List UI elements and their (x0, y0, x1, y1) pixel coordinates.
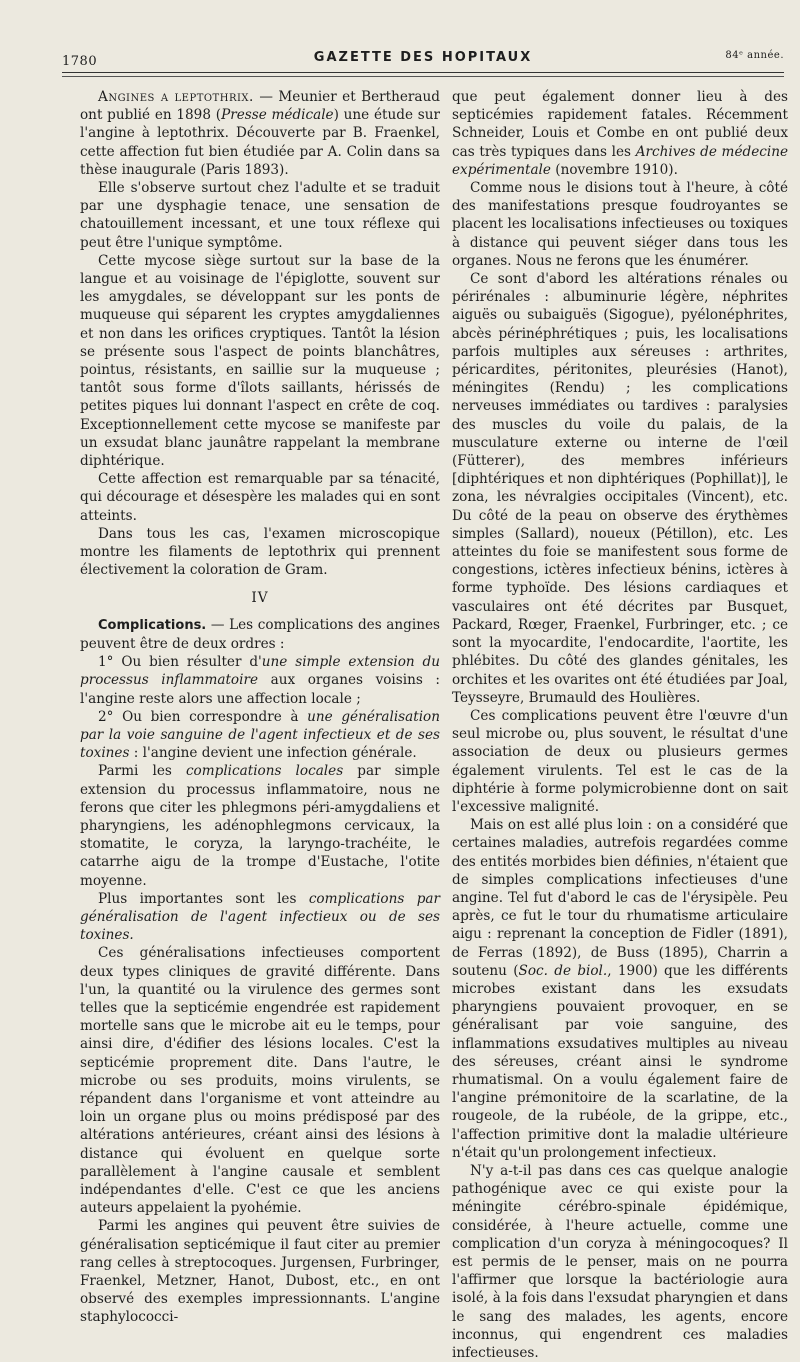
paragraph-complications (80, 616, 440, 653)
year-label: 84ᵉ année. (725, 50, 784, 61)
italic-text: une généralisation par la voie sanguine de l'agent infectieux et de ses toxines (80, 708, 440, 762)
paragraph: Cette affection est remarquable par sa ténacité, qui décourage et désespère les malades qui en sont atteints. (80, 471, 440, 524)
paragraph: Elle s'observe surtout chez l'adulte et se traduit par une dysphagie tenace, une sensation de chatouillement incessant, et une toux réflexe qui peut être l'unique symptôme. (80, 180, 440, 251)
text-run: — Les complications des angines peuvent être de deux ordres : (80, 616, 440, 652)
page-number: 1780 (62, 54, 98, 69)
text-run: 2° Ou bien correspondre à (98, 708, 308, 725)
text-run: ) une étude sur l'angine à leptothrix. Découverte par B. Fraenkel, cette affection fut bien étudiée par A. Colin dans sa thèse inaugurale (Paris 1893). (80, 107, 440, 178)
text-run: par simple extension du processus inflammatoire, nous ne ferons que citer les phlegmons péri-amygdaliens et pharyngiens, les adénophlegmons cervicaux, la stomatite, le coryza, la laryngo-trachéite, le catarrhe aigu de la trompe d'Eustache, l'otite moyenne. (80, 763, 440, 889)
left-column (80, 88, 440, 1327)
header-rule (62, 72, 784, 73)
paragraph: Ces complications peuvent être l'œuvre d'un seul microbe ou, plus souvent, le résultat d'une association de deux ou plusieurs germes également virulents. Tel est le cas de la diphtérie à forme polymicrobienne dont on sait l'excessive malignité. (452, 707, 788, 815)
journal-title: GAZETTE DES HOPITAUX (313, 50, 533, 65)
italic-text: complications locales (185, 763, 344, 780)
paragraph: N'y a-t-il pas dans ces cas quelque analogie pathogénique avec ce qui existe pour la méningite cérébro-spinale épidémique, considérée, à l'heure actuelle, comme une complication d'un coryza à méningocoques? Il est permis de le penser, mais on ne pourra l'affirmer que lorsque la bactériologie aura isolé, à la fois dans l'exsudat pharyngien et dans le sang des malades, les agents, encore inconnus, qui engendrent ces maladies infectieuses. (452, 1162, 788, 1362)
journal-reference: Archives de médecine expérimentale (452, 143, 789, 178)
right-column (452, 88, 788, 1362)
journal-reference: Soc. de biol. (518, 962, 608, 979)
page-header (62, 46, 784, 68)
paragraph (452, 88, 788, 179)
header-rule-thin (62, 76, 784, 77)
paragraph (80, 653, 440, 708)
paragraph: Ces généralisations infectieuses comportent deux types cliniques de gravité différente. Dans l'un, la quantité ou la virulence des germes sont telles que la septicémie engendrée est rapidement mortelle sans que le microbe ait eu le temps, pour ainsi dire, d'édifier des lésions locales. C'est la septicémie proprement dite. Dans l'autre, le microbe ou ses produits, moins virulents, se répandent dans l'organisme et vont atteindre au loin un organe plus ou moins prédisposé par des altérations antérieures, créant ainsi des lésions à distance qui évoluent en quelque sorte parallèlement à l'angine causale et semblent indépendantes d'elle. C'est ce que les anciens auteurs appelaient la pyohémie. (80, 945, 440, 1217)
text-run: Plus importantes sont les (98, 890, 309, 907)
text-run: que peut également donner lieu à des septicémies rapidement fatales. Récemment Schneider, Louis et Combe en ont publié deux cas très typiques dans les (452, 89, 788, 160)
paragraph: Cette mycose siège surtout sur la base de la langue et au voisinage de l'épiglotte, souvent sur les amygdales, se développant sur les ponts de muqueuse qui séparent les cryptes amygdaliennes et non dans les orifices cryptiques. Tantôt la lésion se présente sous l'aspect de points blanchâtres, pointus, résistants, en saillie sur la muqueuse ; tantôt sous forme d'îlots saillants, hérissés de petites piques lui donnant l'aspect en crête de coq. Exceptionnellement cette mycose se manifeste par un exsudat blanc jaunâtre rappelant la membrane diphtérique. (80, 252, 440, 470)
text-run: : l'angine devient une infection générale. (129, 745, 417, 762)
paragraph-leptothrix (80, 88, 440, 179)
paragraph (452, 816, 788, 1162)
text-run: 1° Ou bien résulter d' (98, 654, 262, 671)
paragraph: Dans tous les cas, l'examen microscopique montre les filaments de leptothrix qui prennent électivement la coloration de Gram. (80, 525, 440, 579)
text-run: Parmi les (98, 763, 186, 780)
text-run: Mais on est allé plus loin : on a considéré que certaines maladies, autrefois regardées comme des entités morbides bien définies, n'étaient que de simples complications infectieuses d'une angine. Tel fut d'abord le cas de l'érysipèle. Peu après, ce fut le tour du rhumatisme articulaire aigu : reprenant la conception de Fidler (1891), de Ferras (1892), de Buss (1895), Charrin a soutenu ( (452, 817, 788, 979)
text-run: — Meunier et Bertheraud ont publié en 1898 ( (80, 89, 440, 124)
text-run: aux organes voisins : l'angine reste alors une affection locale ; (80, 672, 440, 707)
section-heading-leptothrix: Angines a leptothrix. (98, 89, 254, 105)
paragraph: Comme nous le disions tout à l'heure, à côté des manifestations presque foudroyantes se placent les localisations infectieuses ou toxiques à distance qui peuvent siéger dans tous les organes. Nous ne ferons que les énumérer. (452, 180, 788, 269)
text-run: (novembre 1910). (550, 161, 678, 178)
italic-text: complications par généralisation de l'agent infectieux ou de ses toxines. (80, 890, 440, 944)
section-heading-complications: Complications. (98, 617, 207, 633)
journal-reference: Presse médicale (221, 107, 334, 124)
paragraph: Parmi les angines qui peuvent être suivies de généralisation septicémique il faut citer au premier rang celles à streptocoques. Jurgensen, Furbringer, Fraenkel, Metzner, Hanot, Dubost, etc., en ont observé des exemples impressionnants. L'angine staphylococci- (80, 1218, 440, 1326)
paragraph: Ce sont d'abord les altérations rénales ou périrénales : albuminurie légère, néphrites aiguës ou subaiguës (Sigogue), pyélonéphrites, abcès périnéphrétiques ; puis, les localisations parfois multiples aux séreuses : arthrites, péricardites, péritonites, pleurésies (Hanot), méningites (Rendu) ; les complications nerveuses immédiates ou tardives : paralysies des muscles du voile du palais, de la musculature externe ou interne de l'œil (Fütterer), des membres inférieurs [diphtériques et non diphtériques (Pophillat)], le zona, les névralgies occipitales (Vincent), etc. Du côté de la peau on observe des érythèmes simples (Sallard), noueux (Pétillon), etc. Les atteintes du foie se manifestent sous forme de congestions, ictères infectieux bénins, ictères à forme typhoïde. Des lésions cardiaques et vasculaires ont été décrites par Busquet, Packard, Rœger, Fraenkel, Furbringer, etc. ; ce sont la myocardite, l'endocardite, l'aortite, les phlébites. Du côté des glandes génitales, les orchites et les ovarites ont été étudiées par Joal, Teysseyre, Brumauld des Houlières. (452, 271, 788, 706)
paragraph (80, 890, 440, 945)
paragraph (80, 762, 440, 889)
italic-text: une simple extension du processus inflammatoire (80, 654, 440, 689)
paragraph (80, 708, 440, 763)
text-run: , 1900) que les différents microbes existant dans les exsudats pharyngiens pouvaient provoquer, en se généralisant par voie sanguine, des inflammations exsudatives multiples au niveau des séreuses, créant ainsi le syndrome rhumatismal. On a voulu également faire de l'angine prémonitoire de la scarlatine, de la rougeole, de la rubéole, de la grippe, etc., l'affection primitive dont la maladie ultérieure n'était qu'un prolongement infectieux. (452, 962, 788, 1161)
section-number: IV (251, 590, 269, 607)
